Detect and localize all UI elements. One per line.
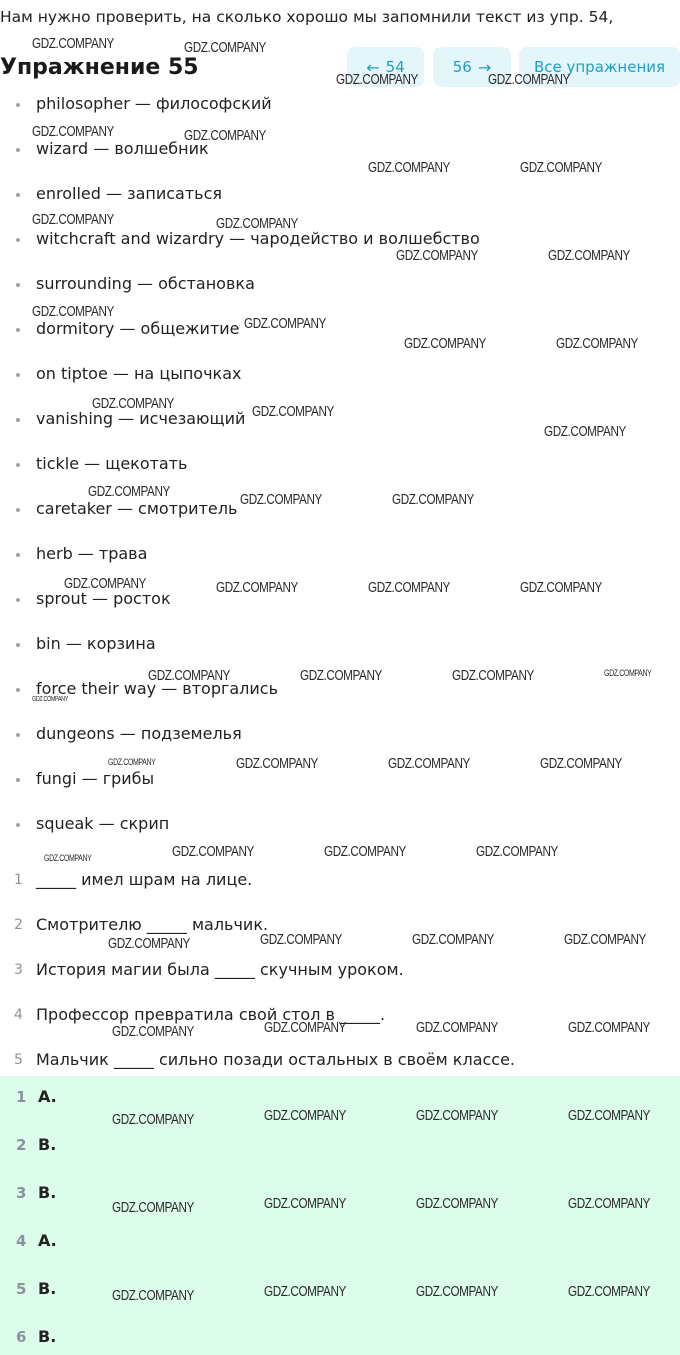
watermark: GDZ.COMPANY: [520, 159, 602, 176]
bullet: [16, 688, 20, 692]
bullet: [16, 553, 20, 557]
bullet: [16, 778, 20, 782]
answer-number: 2: [16, 1136, 27, 1154]
watermark: GDZ.COMPANY: [112, 1111, 194, 1128]
task-item: [0, 1002, 680, 1030]
bullet: [16, 193, 20, 197]
vocab-item: [0, 721, 680, 749]
watermark: GDZ.COMPANY: [184, 39, 266, 56]
vocab-text: witchcraft and wizardry — чародейство и волшебство: [36, 229, 480, 248]
task-number: 5: [14, 1052, 23, 1068]
watermark: GDZ.COMPANY: [32, 211, 114, 228]
watermark: GDZ.COMPANY: [172, 843, 254, 860]
watermark: GDZ.COMPANY: [148, 667, 230, 684]
task-number: 2: [14, 917, 23, 933]
task-number: 1: [14, 872, 23, 888]
watermark: GDZ.COMPANY: [548, 247, 630, 264]
answer-value: A.: [38, 1231, 57, 1250]
watermark: GDZ.COMPANY: [236, 755, 318, 772]
vocab-text: caretaker — смотритель: [36, 499, 238, 518]
watermark: GDZ.COMPANY: [240, 491, 322, 508]
vocab-item: [0, 541, 680, 569]
vocab-text: wizard — волшебник: [36, 139, 209, 158]
task-text: История магии была _____ скучным уроком.: [36, 960, 404, 979]
watermark: GDZ.COMPANY: [252, 403, 334, 420]
bullet: [16, 418, 20, 422]
vocab-text: dungeons — подземелья: [36, 724, 242, 743]
watermark: GDZ.COMPANY: [416, 1195, 498, 1212]
answer-number: 4: [16, 1232, 27, 1250]
vocab-text: dormitory — общежитие: [36, 319, 240, 338]
watermark: GDZ.COMPANY: [568, 1283, 650, 1300]
vocab-text: philosopher — философский: [36, 94, 272, 113]
intro-text: Нам нужно проверить, на сколько хорошо мы запомнили текст из упр. 54,: [0, 8, 614, 26]
answer-row: [0, 1226, 680, 1256]
bullet: [16, 373, 20, 377]
task-number: 4: [14, 1007, 23, 1023]
vocab-item: [0, 496, 680, 524]
watermark: GDZ.COMPANY: [388, 755, 470, 772]
task-text: Смотрителю _____ мальчик.: [36, 915, 269, 934]
vocab-item: [0, 811, 680, 839]
all-exercises-button[interactable]: [519, 47, 680, 87]
answer-value: A.: [38, 1087, 57, 1106]
bullet: [16, 103, 20, 107]
watermark: GDZ.COMPANY: [568, 1195, 650, 1212]
answer-value: B.: [38, 1279, 57, 1298]
watermark: GDZ.COMPANY: [88, 483, 170, 500]
vocab-item: [0, 766, 680, 794]
vocab-text: fungi — грибы: [36, 769, 155, 788]
vocab-text: surrounding — обстановка: [36, 274, 255, 293]
watermark: GDZ.COMPANY: [476, 843, 558, 860]
bullet: [16, 643, 20, 647]
watermark: GDZ.COMPANY: [544, 423, 626, 440]
watermark: GDZ.COMPANY: [264, 1195, 346, 1212]
answer-row: [0, 1130, 680, 1160]
answer-number: 6: [16, 1328, 27, 1346]
watermark: GDZ.COMPANY: [264, 1283, 346, 1300]
watermark: GDZ.COMPANY: [32, 123, 114, 140]
watermark: GDZ.COMPANY: [184, 127, 266, 144]
watermark: GDZ.COMPANY: [108, 935, 190, 952]
task-text: Мальчик _____ сильно позади остальных в своём классе.: [36, 1050, 516, 1069]
bullet: [16, 148, 20, 152]
watermark: GDZ.COMPANY: [112, 1023, 194, 1040]
watermark: GDZ.COMPANY: [604, 668, 652, 678]
vocab-text: enrolled — записаться: [36, 184, 223, 203]
page-title: Упражнение 55: [0, 55, 199, 80]
watermark: GDZ.COMPANY: [568, 1019, 650, 1036]
vocab-text: bin — корзина: [36, 634, 156, 653]
watermark: GDZ.COMPANY: [556, 335, 638, 352]
watermark: GDZ.COMPANY: [324, 843, 406, 860]
watermark: GDZ.COMPANY: [564, 931, 646, 948]
watermark: GDZ.COMPANY: [568, 1107, 650, 1124]
vocab-text: herb — трава: [36, 544, 148, 563]
answers-block: [0, 1076, 680, 1355]
bullet: [16, 238, 20, 242]
vocab-text: tickle — щекотать: [36, 454, 188, 473]
vocab-text: squeak — скрип: [36, 814, 170, 833]
watermark: GDZ.COMPANY: [540, 755, 622, 772]
watermark: GDZ.COMPANY: [416, 1283, 498, 1300]
watermark: GDZ.COMPANY: [336, 71, 418, 88]
task-text: Профессор превратила свой стол в _____.: [36, 1005, 386, 1024]
all-exercises-label: Все упражнения: [533, 58, 666, 76]
watermark: GDZ.COMPANY: [488, 71, 570, 88]
watermark: GDZ.COMPANY: [112, 1287, 194, 1304]
bullet: [16, 733, 20, 737]
watermark: GDZ.COMPANY: [216, 215, 298, 232]
bullet: [16, 328, 20, 332]
vocab-text: on tiptoe — на цыпочках: [36, 364, 242, 383]
task-item: [0, 867, 680, 895]
answer-value: B.: [38, 1183, 57, 1202]
watermark: GDZ.COMPANY: [216, 579, 298, 596]
vocab-item: [0, 361, 680, 389]
watermark: GDZ.COMPANY: [112, 1199, 194, 1216]
watermark: GDZ.COMPANY: [396, 247, 478, 264]
watermark: GDZ.COMPANY: [244, 315, 326, 332]
answer-value: B.: [38, 1135, 57, 1154]
watermark: GDZ.COMPANY: [32, 303, 114, 320]
answer-value: B.: [38, 1327, 57, 1346]
next-exercise-label: 56: [452, 58, 472, 76]
vocab-text: force their way — вторгались: [36, 679, 279, 698]
task-item: [0, 1047, 680, 1075]
vocab-item: [0, 631, 680, 659]
answer-row: [0, 1322, 680, 1352]
watermark: GDZ.COMPANY: [412, 931, 494, 948]
answer-row: [0, 1178, 680, 1208]
answer-row: [0, 1274, 680, 1304]
vocab-item: [0, 676, 680, 704]
arrow-left-icon: ←: [366, 57, 380, 77]
answer-number: 5: [16, 1280, 27, 1298]
watermark: GDZ.COMPANY: [264, 1019, 346, 1036]
watermark: GDZ.COMPANY: [368, 579, 450, 596]
vocab-item: [0, 271, 680, 299]
watermark: GDZ.COMPANY: [32, 35, 114, 52]
watermark: GDZ.COMPANY: [452, 667, 534, 684]
watermark: GDZ.COMPANY: [264, 1107, 346, 1124]
vocab-item: [0, 136, 680, 164]
watermark: GDZ.COMPANY: [300, 667, 382, 684]
watermark: GDZ.COMPANY: [64, 575, 146, 592]
task-number: 3: [14, 962, 23, 978]
prev-exercise-button[interactable]: [347, 47, 424, 87]
arrow-right-icon: →: [477, 57, 492, 77]
answer-row: [0, 1082, 680, 1112]
task-item: [0, 957, 680, 985]
vocab-item: [0, 406, 680, 434]
watermark: GDZ.COMPANY: [92, 395, 174, 412]
vocab-text: sprout — росток: [36, 589, 171, 608]
vocab-item: [0, 451, 680, 479]
vocab-item: [0, 181, 680, 209]
watermark: GDZ.COMPANY: [108, 757, 156, 767]
watermark: GDZ.COMPANY: [416, 1019, 498, 1036]
bullet: [16, 508, 20, 512]
watermark: GDZ.COMPANY: [260, 931, 342, 948]
prev-exercise-label: 54: [385, 58, 405, 76]
watermark: GDZ.COMPANY: [368, 159, 450, 176]
vocab-item: [0, 91, 680, 119]
bullet: [16, 283, 20, 287]
vocab-text: vanishing — исчезающий: [36, 409, 246, 428]
vocab-item: [0, 586, 680, 614]
watermark: GDZ.COMPANY: [44, 853, 92, 863]
watermark: GDZ.COMPANY: [32, 696, 68, 703]
vocab-item: [0, 226, 680, 254]
answer-number: 1: [16, 1088, 27, 1106]
watermark: GDZ.COMPANY: [520, 579, 602, 596]
bullet: [16, 463, 20, 467]
answer-number: 3: [16, 1184, 27, 1202]
bullet: [16, 598, 20, 602]
task-item: [0, 912, 680, 940]
bullet: [16, 823, 20, 827]
task-text: _____ имел шрам на лице.: [36, 870, 253, 889]
watermark: GDZ.COMPANY: [392, 491, 474, 508]
watermark: GDZ.COMPANY: [416, 1107, 498, 1124]
next-exercise-button[interactable]: [433, 47, 511, 87]
vocab-item: [0, 316, 680, 344]
watermark: GDZ.COMPANY: [404, 335, 486, 352]
